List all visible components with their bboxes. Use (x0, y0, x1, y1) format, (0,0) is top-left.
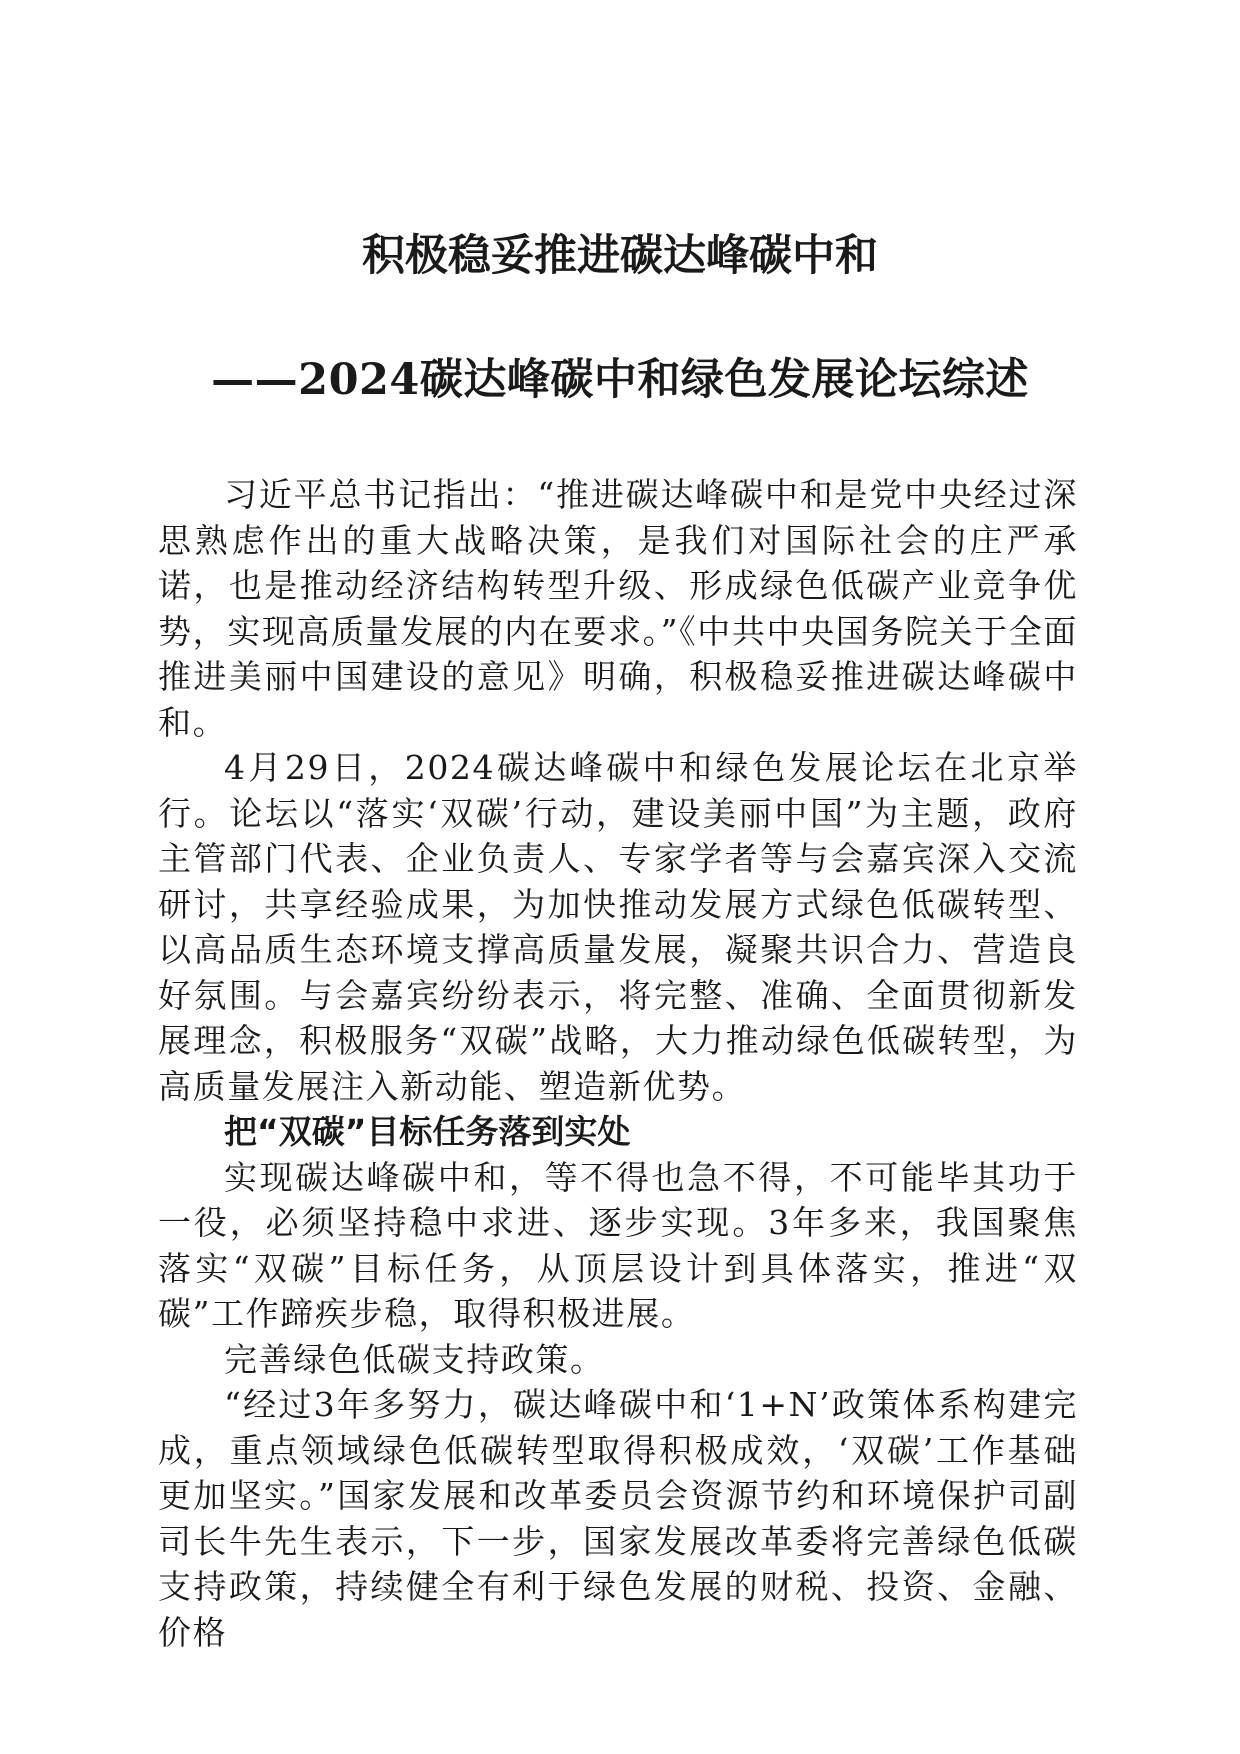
paragraph-policy-subheading: 完善绿色低碳支持政策。 (224, 1339, 605, 1379)
article-body (158, 472, 1078, 1655)
paragraph-forum-summary: 4月29日，2024碳达峰碳中和绿色发展论坛在北京举行。论坛以“落实‘双碳’行动，建设美丽中国”为主题，政府主管部门代表、企业负责人、专家学者等与会嘉宾深入交流研讨，共享经验成果，为加快推动发展方式绿色低碳转型、以高品质生态环境支撑高质量发展，凝聚共识合力、营造良好氛围。与会嘉宾纷纷表示，将完整、准确、全面贯彻新发展理念，积极服务“双碳”战略，大力推动绿色低碳转型，为高质量发展注入新动能、塑造新优势。 (158, 748, 1078, 1106)
paragraph-intro-quote: 习近平总书记指出：“推进碳达峰碳中和是党中央经过深思熟虑作出的重大战略决策，是我们对国际社会的庄严承诺，也是推动经济结构转型升级、形成绿色低碳产业竞争优势，实现高质量发展的内在要求。”《中共中央国务院关于全面推进美丽中国建设的意见》明确，积极稳妥推进碳达峰碳中和。 (158, 475, 1078, 742)
page-title: 积极稳妥推进碳达峰碳中和 (362, 231, 878, 281)
page-subtitle: ——2024碳达峰碳中和绿色发展论坛综述 (211, 355, 1029, 405)
paragraph-section-intro: 实现碳达峰碳中和，等不得也急不得，不可能毕其功于一役，必须坚持稳中求进、逐步实现。3年多来，我国聚焦落实“双碳”目标任务，从顶层设计到具体落实，推进“双碳”工作蹄疾步稳，取得积极进展。 (158, 1157, 1078, 1333)
section-heading: 把“双碳”目标任务落到实处 (224, 1112, 631, 1151)
paragraph-policy-detail: “经过3年多努力，碳达峰碳中和‘1+N’政策体系构建完成，重点领域绿色低碳转型取得积极成效，‘双碳’工作基础更加坚实。”国家发展和改革委员会资源节约和环境保护司副司长牛先生表示，下一步，国家发展改革委将完善绿色低碳支持政策，持续健全有利于绿色发展的财税、投资、金融、价格 (158, 1385, 1078, 1652)
